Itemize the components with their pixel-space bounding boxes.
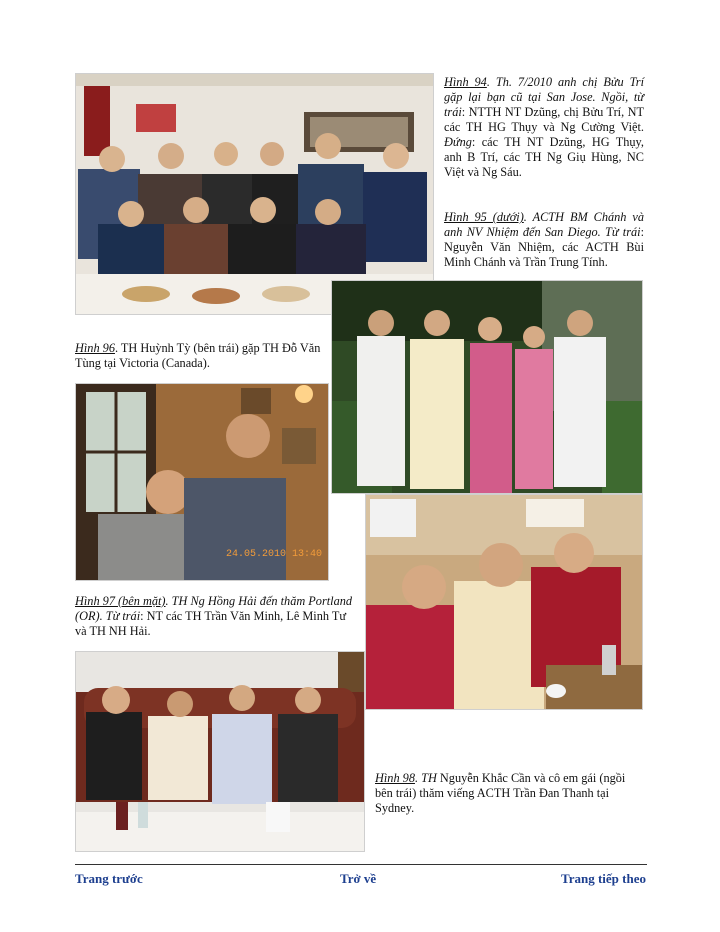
caption-95-label: Hình 95 (dưới): [444, 210, 524, 224]
photo-97: [365, 494, 643, 710]
back-link[interactable]: Trở về: [340, 871, 377, 886]
photo-95-image: [332, 281, 642, 493]
photo-94: [75, 73, 434, 315]
photo-98: [75, 651, 365, 852]
caption-96: Hình 96. TH Huỳnh Tỳ (bên trái) gặp TH Đỗ Văn Tùng tại Victoria (Canada).: [75, 341, 321, 370]
photo-95: [331, 280, 643, 494]
caption-95: Hình 95 (dưới). ACTH BM Chánh và anh NV Nhiệm đến San Diego. Từ trái: Nguyễn Văn Nhiệm, các ACTH Bùi Minh Chánh và Trần Trung Tính.: [444, 210, 644, 269]
next-page-link[interactable]: Trang tiếp theo: [561, 871, 646, 886]
caption-98: Hình 98. TH Nguyễn Khắc Cần và cô em gái (ngồi bên trái) thăm viếng ACTH Trần Đan Thanh tại Sydney.: [375, 771, 626, 815]
photo-98-image: [76, 652, 364, 851]
photo-94-image: [76, 74, 433, 314]
photo-96-image: [76, 384, 328, 580]
caption-96-label: Hình 96: [75, 341, 115, 355]
caption-94-label: Hình 94: [444, 75, 487, 89]
caption-94: Hình 94. Th. 7/2010 anh chị Bửu Trí gặp lại bạn cũ tại San Jose. Ngồi, từ trái: NTTH NT Dzũng, chị Bửu Trí, NT các TH HG Thụy và Ng Cường Việt. Đứng: các TH NT Dzũng, HG Thụy, anh B Trí, các TH Ng Giụ Hùng, NC Việt và Ng Sáu.: [444, 75, 645, 179]
footer-rule: [75, 864, 647, 865]
photo-96: [75, 383, 329, 581]
caption-97: Hình 97 (bên mặt). TH Ng Hồng Hải đến thăm Portland (OR). Từ trái: NT các TH Trần Văn Minh, Lê Minh Tư và TH NH Hải.: [75, 594, 353, 638]
caption-98-label: Hình 98: [375, 771, 415, 785]
photo-96-date-stamp: 24.05.2010 13:40: [226, 549, 323, 560]
photo-97-image: [366, 495, 642, 709]
prev-page-link[interactable]: Trang trước: [75, 871, 143, 886]
caption-97-label: Hình 97 (bên mặt): [75, 594, 166, 608]
